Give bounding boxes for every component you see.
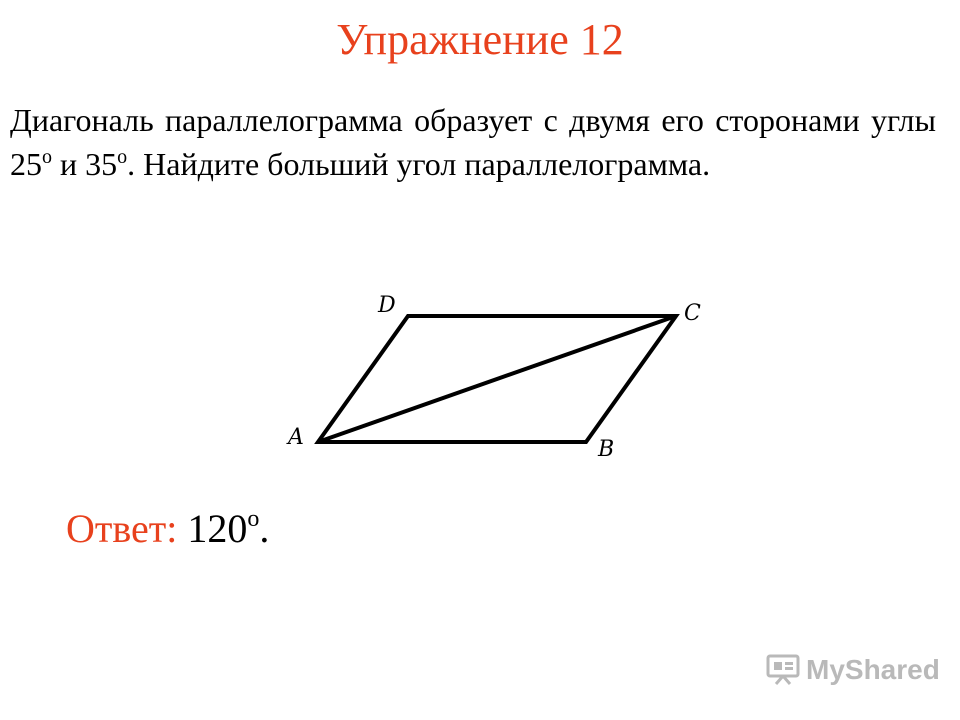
answer-label: Ответ: [66, 506, 178, 551]
problem-text-part-2: и 35 [52, 146, 118, 182]
vertex-label-d: D [378, 293, 396, 318]
problem-text-part-3: . Найдите больший угол параллелограмма. [127, 146, 711, 182]
slide-title: Упражнение 12 [336, 15, 624, 64]
answer-degree-superscript: о [247, 506, 260, 532]
problem-statement [10, 98, 936, 186]
parallelogram-figure [270, 280, 730, 470]
answer-value: 120 [177, 506, 248, 551]
myshared-watermark [766, 654, 940, 686]
vertex-label-a: A [288, 425, 304, 450]
watermark-brand-text: MyShared [806, 654, 940, 685]
vertex-label-c: C [684, 301, 701, 326]
problem-text-part-1: Диагональ параллелограмма образует с двумя его сторонами углы 25 [10, 102, 936, 182]
diagonal-ac [318, 316, 676, 442]
degree-superscript-2: о [117, 146, 128, 168]
answer-line [66, 505, 269, 552]
degree-superscript-1: о [42, 146, 52, 168]
presentation-board-icon [766, 654, 800, 686]
answer-suffix: . [259, 506, 270, 551]
vertex-label-b: B [598, 437, 615, 462]
